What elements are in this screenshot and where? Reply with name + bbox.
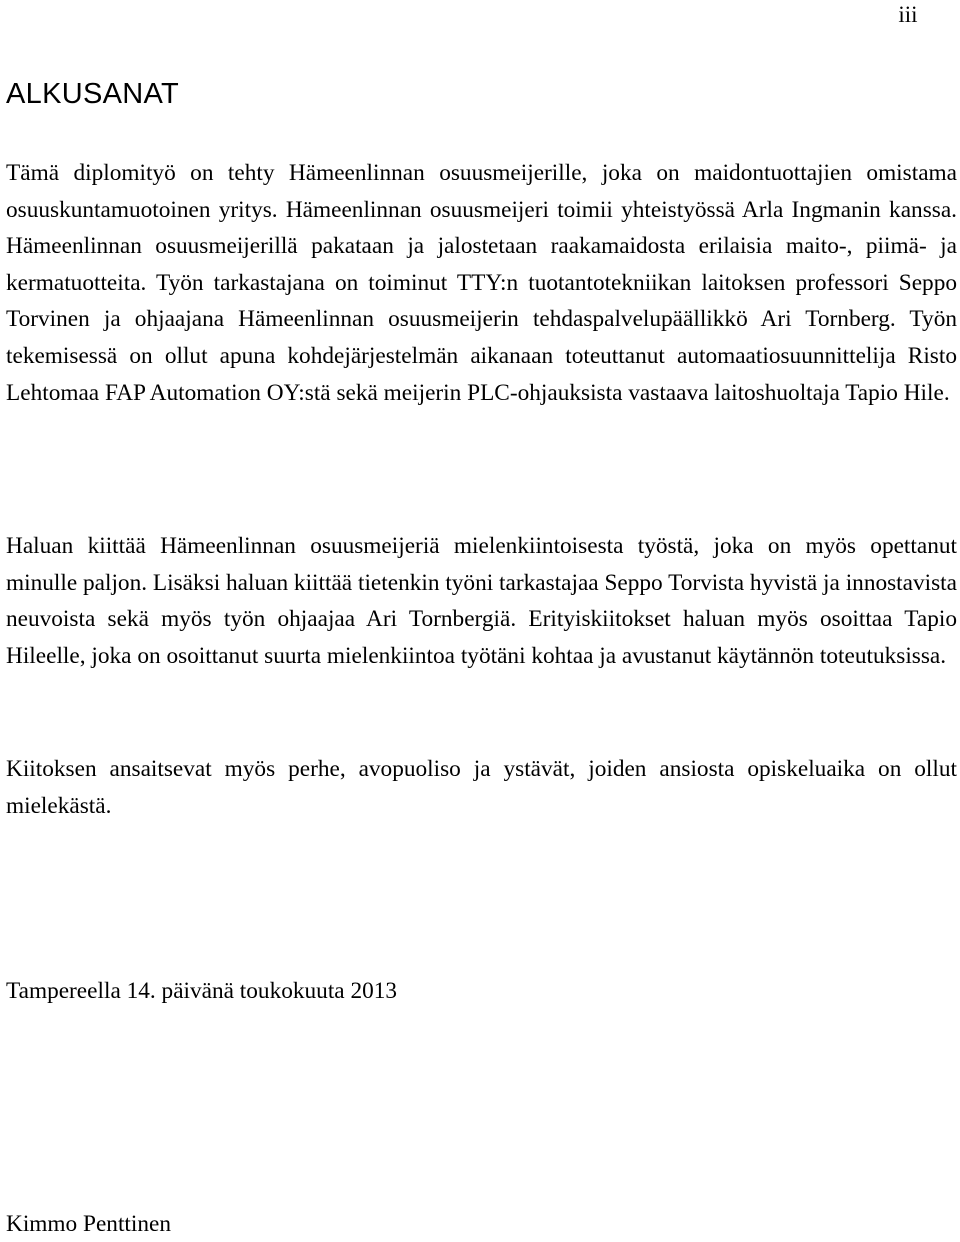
paragraph-family: Kiitoksen ansaitsevat myös perhe, avopuoliso ja ystävät, joiden ansiosta opiskeluaika on ollut mielekästä. <box>6 756 957 819</box>
page-title: ALKUSANAT <box>6 78 179 110</box>
page-number: iii <box>898 2 918 27</box>
author-signature: Kimmo Penttinen <box>6 1211 172 1237</box>
paragraph-thanks: Haluan kiittää Hämeenlinnan osuusmeijeriä mielenkiintoisesta työstä, joka on myös opettanut minulle paljon. Lisäksi haluan kiittää tietenkin työni tarkastajaa Seppo Torvista hyvistä ja innostavista neuvoista sekä myös työn ohjaajaa Ari Tornbergiä. Erityiskiitokset haluan myös osoittaa Tapio Hileelle, joka on osoittanut suurta mielenkiintoa työtäni kohtaa ja avustanut käytännön toteutuksissa. <box>6 533 957 669</box>
place-and-date: Tampereella 14. päivänä toukokuuta 2013 <box>6 978 398 1004</box>
paragraph-intro: Tämä diplomityö on tehty Hämeenlinnan osuusmeijerille, joka on maidontuottajien omistama osuuskuntamuotoinen yritys. Hämeenlinnan osuusmeijeri toimii yhteistyössä Arla Ingmanin kanssa. Hämeenlinnan osuusmeijerillä pakataan ja jalostetaan raakamaidosta erilaisia maito-, piimä- ja kermatuotteita. Työn tarkastajana on toiminut TTY:n tuotantotekniikan laitoksen professori Seppo Torvinen ja ohjaajana Hämeenlinnan osuusmeijerin tehdaspalvelupäällikkö Ari Tornberg. Työn tekemisessä on ollut apuna kohdejärjestelmän aikanaan toteuttanut automaatiosuunnittelija Risto Lehtomaa FAP Automation OY:stä sekä meijerin PLC-ohjauksista vastaava laitoshuoltaja Tapio Hile. <box>6 160 957 406</box>
